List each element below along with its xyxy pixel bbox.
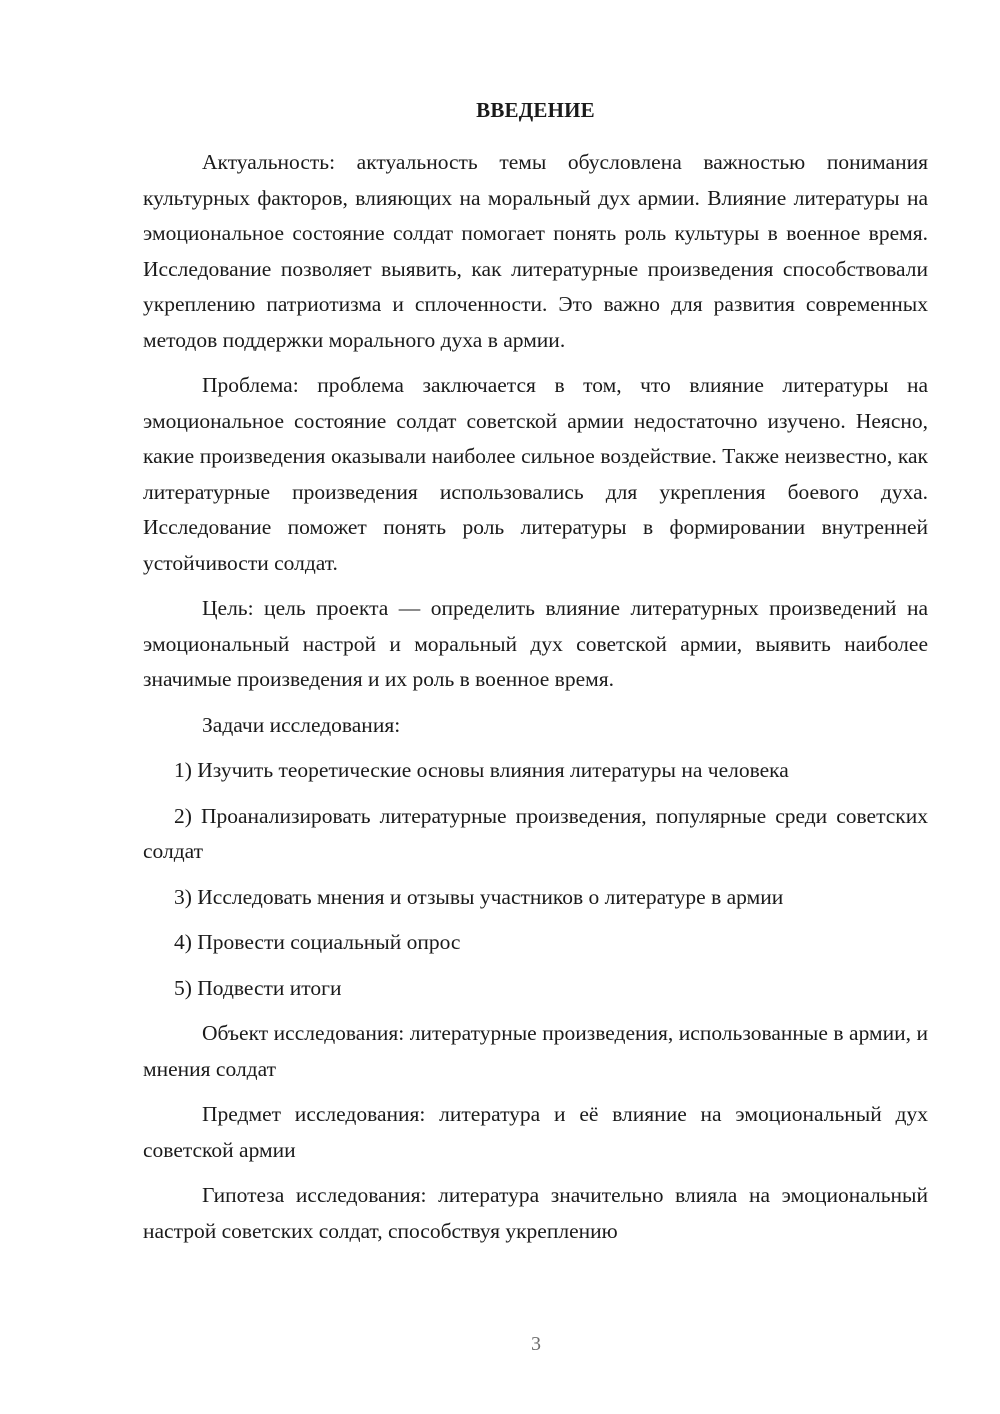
- paragraph-problem: Проблема: проблема заключается в том, что влияние литературы на эмоциональное состояние солдат советской армии недостаточно изучено. Неясно, какие произведения оказывали наиболее сильное воздействие. Также неизвестно, как литературные произведения использовались для укрепления боевого духа. Исследование поможет понять роль литературы в формировании внутренней устойчивости солдат.: [143, 373, 928, 575]
- task-item-5: 5) Подвести итоги: [174, 975, 342, 1000]
- paragraph-goal: Цель: цель проекта — определить влияние литературных произведений на эмоциональный настрой и моральный дух советской армии, выявить наиболее значимые произведения и их роль в военное время.: [143, 596, 928, 691]
- task-item-2: 2) Проанализировать литературные произведения, популярные среди советских солдат: [143, 803, 928, 863]
- task-item-3: 3) Исследовать мнения и отзывы участников о литературе в армии: [174, 884, 784, 909]
- section-heading: ВВЕДЕНИЕ: [476, 98, 595, 122]
- paragraph-object: Объект исследования: литературные произведения, использованные в армии, и мнения солдат: [143, 1021, 928, 1081]
- paragraph-hypothesis: Гипотеза исследования: литература значительно влияла на эмоциональный настрой советских солдат, способствуя укреплению: [143, 1183, 928, 1243]
- page-content: [143, 93, 928, 1249]
- page-number: 3: [531, 1333, 541, 1355]
- paragraph-relevance: Актуальность: актуальность темы обусловлена важностью понимания культурных факторов, влияющих на моральный дух армии. Влияние литературы на эмоциональное состояние солдат помогает понять роль культуры в военное время. Исследование позволяет выявить, как литературные произведения способствовали укреплению патриотизма и сплоченности. Это важно для развития современных методов поддержки морального духа в армии.: [143, 150, 928, 352]
- task-item-4: 4) Провести социальный опрос: [174, 930, 461, 954]
- paragraph-tasks-title: Задачи исследования:: [202, 712, 401, 737]
- task-item-1: 1) Изучить теоретические основы влияния литературы на человека: [174, 758, 789, 782]
- paragraph-subject: Предмет исследования: литература и её влияние на эмоциональный дух советской армии: [143, 1102, 928, 1162]
